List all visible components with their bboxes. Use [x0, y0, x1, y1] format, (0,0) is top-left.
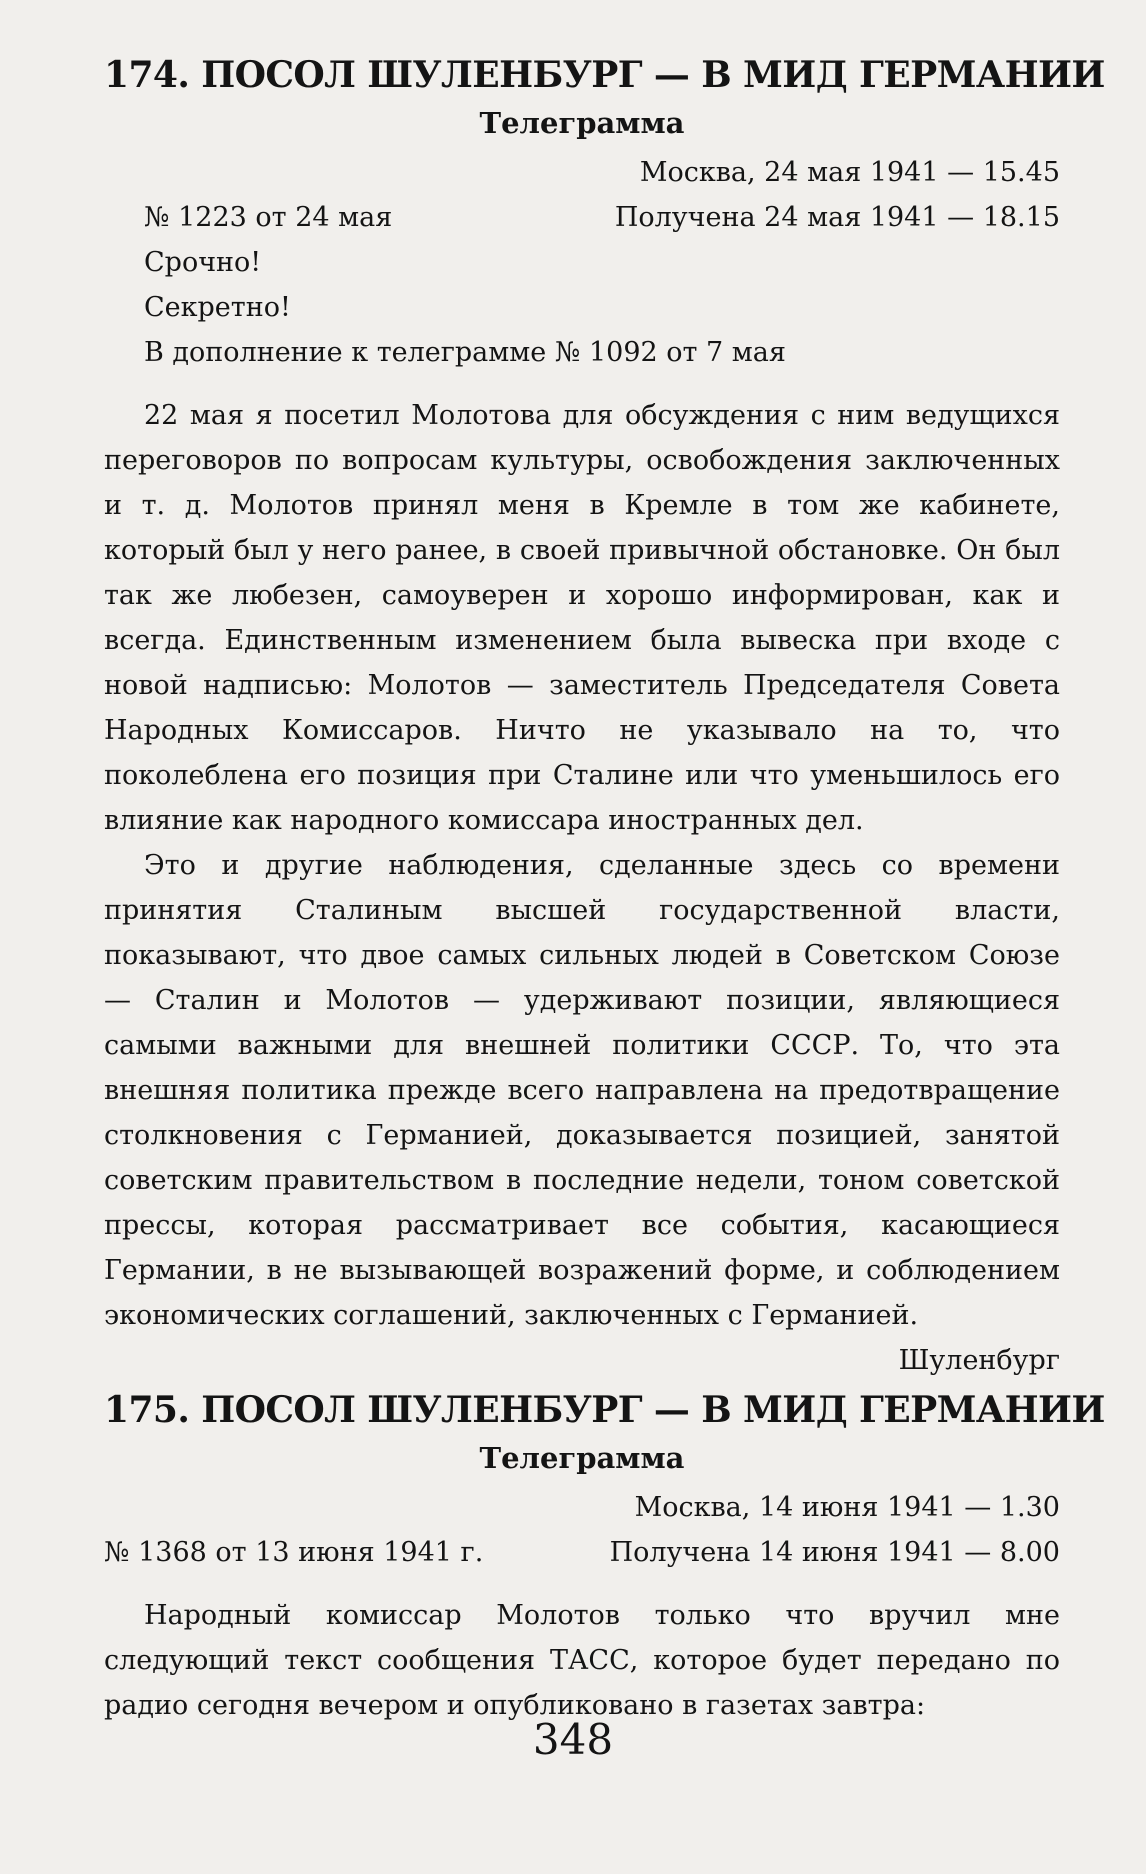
doc174-paragraph-1: 22 мая я посетил Молотова для обсуждения с ним ведущихся переговоров по вопросам культуры, освобождения заключенных и т. д. Молотов принял меня в Кремле в том же кабинете, который был у него ранее, в своей привычной обстановке. Он был так же любезен, самоуверен и хорошо информирован, как и всегда. Единственным изменением была вывеска при входе с новой надписью: Молотов — заместитель Председателя Совета Народных Комиссаров. Ничто не указывало на то, что поколеблена его позиция при Сталине или что уменьшилось его влияние как народного комиссара иностранных дел. — [104, 400, 1060, 836]
doc174-number: № 1223 от 24 мая — [144, 202, 393, 233]
doc174-sent: Москва, 24 мая 1941 — 15.45 — [639, 157, 1060, 188]
page-number: 348 — [532, 1715, 614, 1764]
doc174-secret: Секретно! — [144, 292, 291, 323]
doc175-heading: 175. ПОСОЛ ШУЛЕНБУРГ — В МИД ГЕРМАНИИ — [104, 1389, 1105, 1431]
doc175-number: № 1368 от 13 июня 1941 г. — [104, 1537, 484, 1568]
doc175-number-row — [104, 1530, 1060, 1575]
doc174-received: Получена 24 мая 1941 — 18.15 — [614, 202, 1060, 233]
doc175-sent: Москва, 14 июня 1941 — 1.30 — [634, 1492, 1060, 1523]
doc174-paragraph-2: Это и другие наблюдения, сделанные здесь со времени принятия Сталиным высшей государственной власти, показывают, что двое самых сильных людей в Советском Союзе — Сталин и Молотов — удерживают позиции, являющиеся самыми важными для внешней политики СССР. То, что эта внешняя политика прежде всего направлена на предотвращение столкновения с Германией, доказывается позицией, занятой советским правительством в последние недели, тоном советской прессы, которая рассматривает все события, касающиеся Германии, в не вызывающей возражений форме, и соблюдением экономических соглашений, заключенных с Германией. — [104, 850, 1060, 1331]
doc174-number-row — [104, 195, 1060, 240]
doc174-type: Телеграмма — [479, 106, 685, 140]
doc174-signature: Шуленбург — [898, 1345, 1060, 1376]
doc174-urgent: Срочно! — [144, 247, 262, 278]
doc174-supplement: В дополнение к телеграмме № 1092 от 7 мая — [144, 337, 786, 368]
doc175-received: Получена 14 июня 1941 — 8.00 — [609, 1537, 1060, 1568]
doc175-type: Телеграмма — [479, 1441, 685, 1475]
doc174-heading: 174. ПОСОЛ ШУЛЕНБУРГ — В МИД ГЕРМАНИИ — [104, 54, 1105, 96]
doc175-paragraph-1: Народный комиссар Молотов только что вручил мне следующий текст сообщения ТАСС, которое будет передано по радио сегодня вечером и опубликовано в газетах завтра: — [104, 1600, 1060, 1721]
page-content — [104, 48, 1105, 1728]
